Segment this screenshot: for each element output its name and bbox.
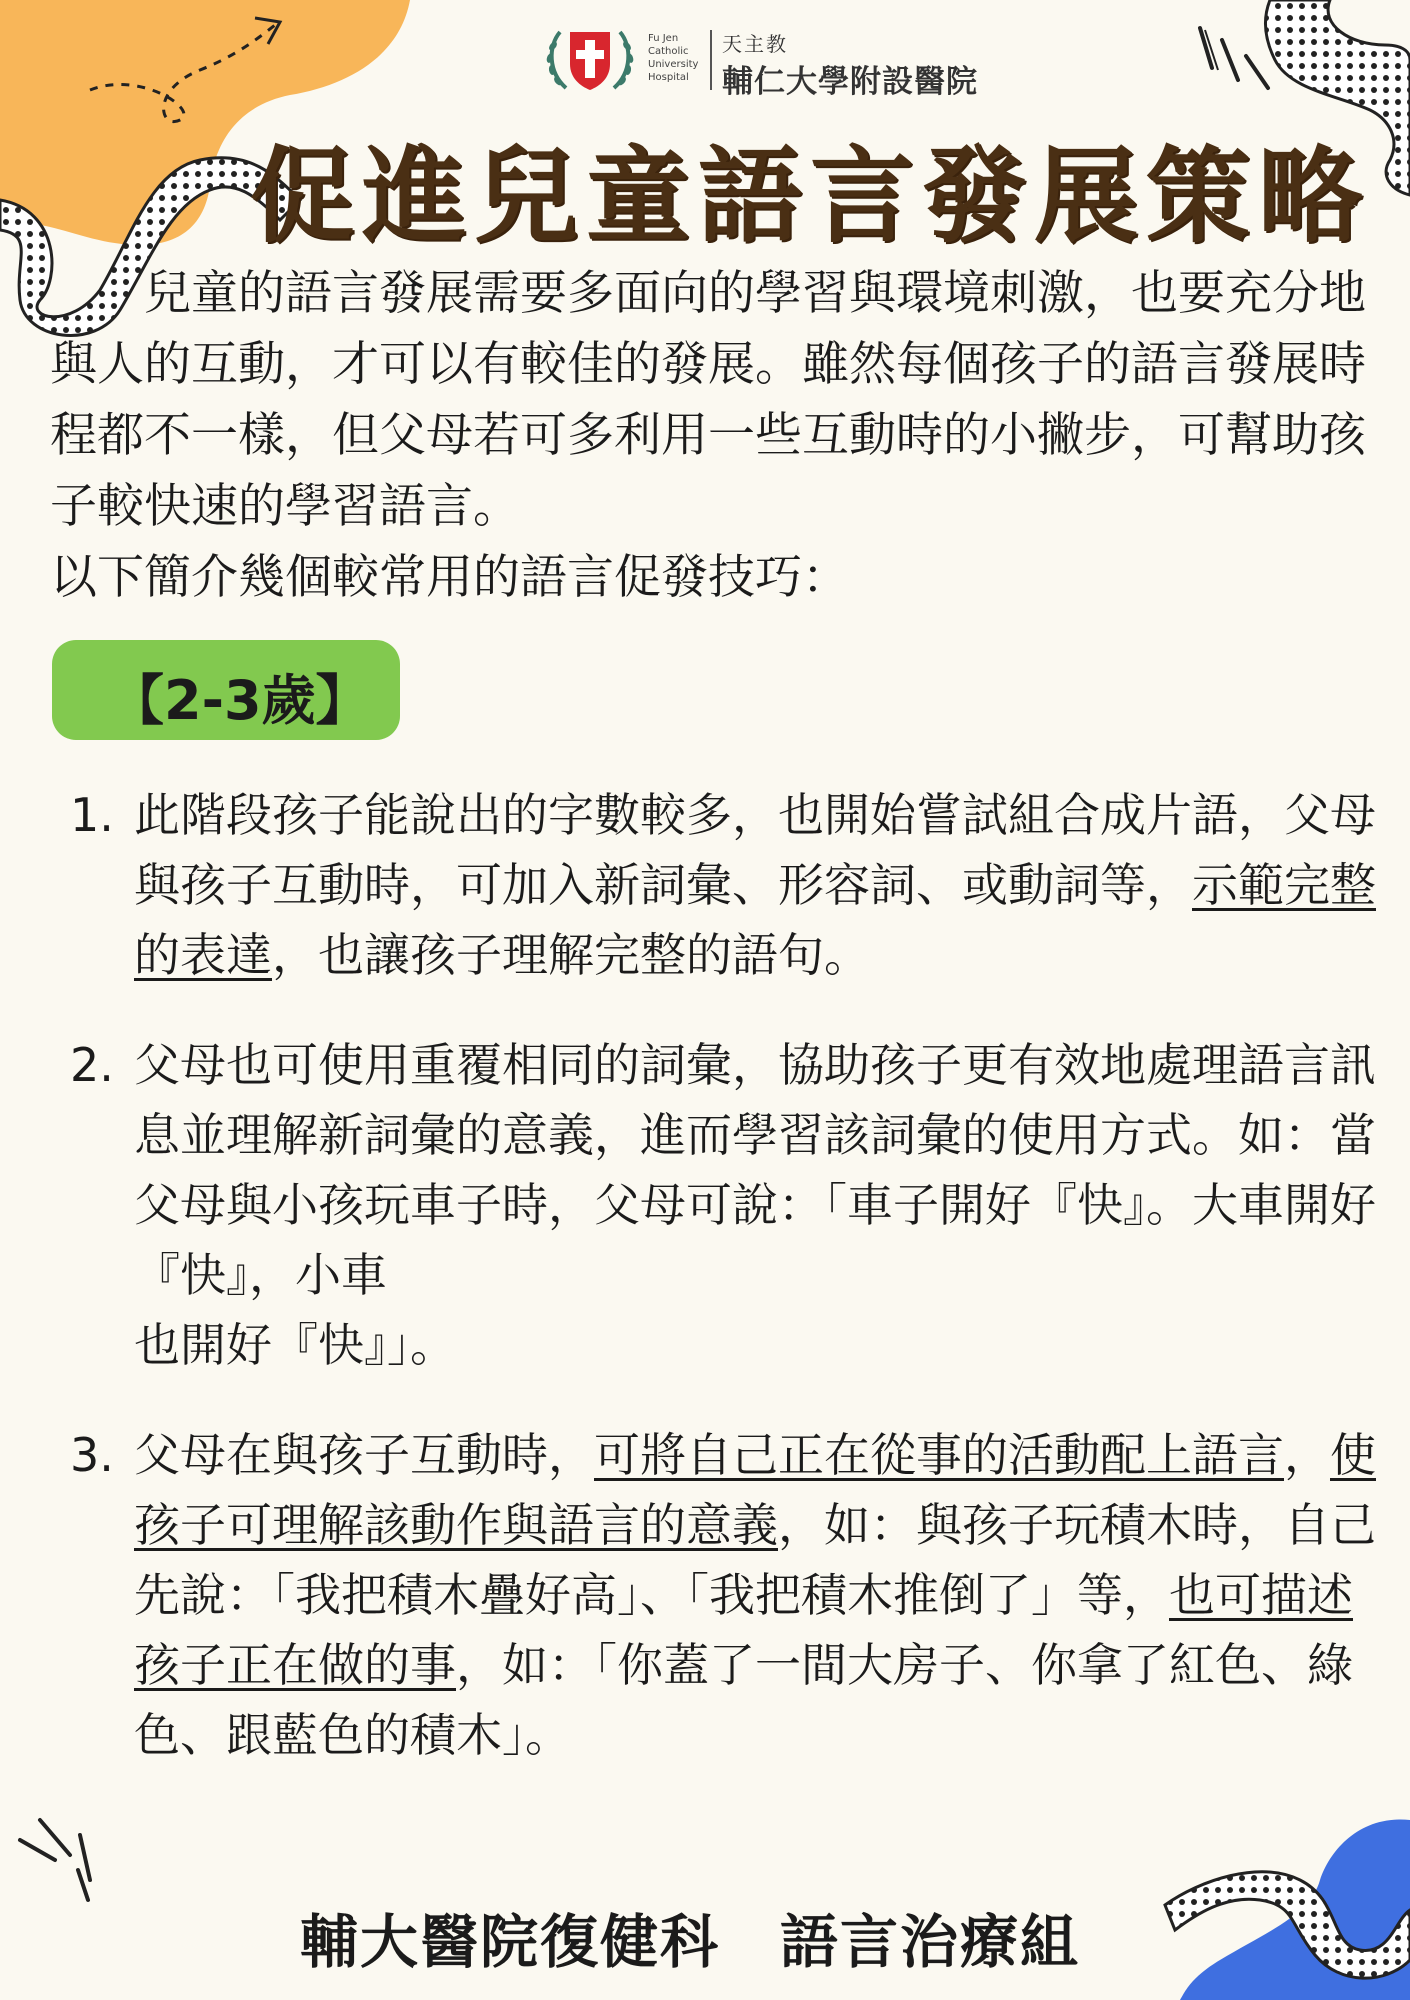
tips-list [70,780,1380,1810]
page-title: 促進兒童語言發展策略 [250,134,1371,257]
intro-lead-in: 以下簡介幾個較常用的語言促發技巧： [50,550,849,605]
underlined-phrase: 也可描述孩子正在做的事 [134,1568,1353,1692]
underlined-phrase: 使孩子可理解該動作與語言的意義 [134,1428,1376,1552]
list-item: 3. 父母在與孩子互動時，可將自己正在從事的活動配上語言，使孩子可理解該動作與語言的意義，如：與孩子玩積木時，自己先說：「我把積木疊好高」、「我把積木推倒了」等，也可描述孩子正在做的事，如：「你蓋了一間大房子、你拿了紅色、綠色、跟藍色的積木」。 [70,1420,1380,1770]
logo-english-name: Fu Jen Catholic University Hospital [648,33,699,83]
intro-text [50,258,1370,613]
footer-department: 輔大醫院復健科 [300,1908,721,1976]
footer-group: 語言治療組 [780,1908,1081,1976]
logo-zh-main: 輔仁大學附設醫院 [722,64,978,100]
list-item-number: 1. [70,788,114,842]
underlined-phrase: 示範完整的表達 [134,858,1376,982]
list-item: 1. 此階段孩子能說出的字數較多，也開始嘗試組合成片語，父母與孩子互動時，可加入新詞彙、形容詞、或動詞等，示範完整的表達，也讓孩子理解完整的語句。 [70,780,1380,990]
age-badge [52,640,400,740]
underlined-phrase: 可將自己正在從事的活動配上語言 [594,1428,1284,1482]
list-item: 2. 父母也可使用重覆相同的詞彙，協助孩子更有效地處理語言訊息並理解新詞彙的意義，進而學習該詞彙的使用方式。如：當父母與小孩玩車子時，父母可說：「車子開好『快』。大車開好『快』，小車 也開好『快』」。 [70,1030,1380,1380]
laurel-cross-icon [540,24,640,96]
list-item-number: 2. [70,1038,114,1092]
logo-zh-top: 天主教 [722,32,788,56]
burst-lines-bottom-left [20,1820,90,1900]
footer-credit [300,1895,1200,1979]
logo-divider [710,30,712,90]
list-item-number: 3. [70,1428,114,1482]
burst-lines-top-right [1200,28,1268,88]
age-badge-label: 【2-3歲】 [110,669,370,732]
intro-paragraph: 兒童的語言發展需要多面向的學習與環境刺激，也要充分地與人的互動，才可以有較佳的發展。雖然每個孩子的語言發展時程都不一樣，但父母若可多利用一些互動時的小撇步，可幫助孩子較快速的學習語言。 [50,266,1366,534]
hospital-logo [540,22,1000,98]
